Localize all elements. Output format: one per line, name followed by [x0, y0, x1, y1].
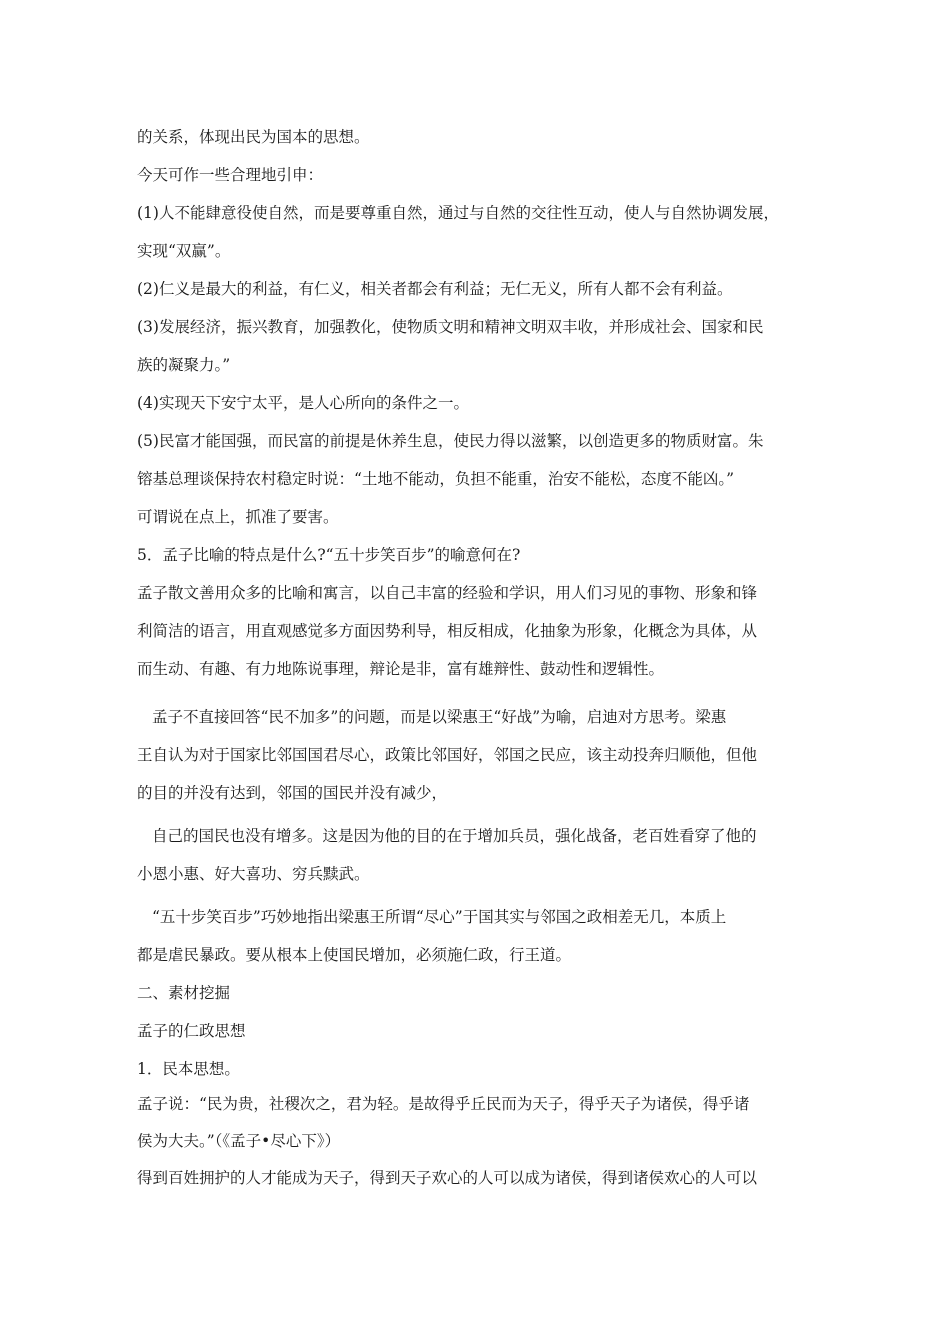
text-line: 今天可作一些合理地引申： — [137, 166, 324, 184]
question-heading: 5．孟子比喻的特点是什么?“五十步笑百步”的喻意何在? — [137, 546, 521, 564]
text-line: (4)实现天下安宁太平，是人心所向的条件之一。 — [137, 394, 469, 412]
text-line: 都是虐民暴政。要从根本上使国民增加，必须施仁政，行王道。 — [137, 946, 572, 964]
text-line: 实现“双赢”。 — [137, 242, 231, 260]
text-line: 族的凝聚力。” — [137, 356, 231, 374]
text-line: 王自认为对于国家比邻国国君尽心，政策比邻国好，邻国之民应，该主动投奔归顺他，但他 — [137, 746, 758, 764]
text-line: 侯为大夫。”（《孟子•尽心下》） — [137, 1132, 341, 1150]
text-line: 小恩小惠、好大喜功、穷兵黩武。 — [137, 865, 370, 883]
text-line: 得到百姓拥护的人才能成为天子，得到天子欢心的人可以成为诸侯，得到诸侯欢心的人可以 — [137, 1169, 758, 1187]
section-heading: 二、素材挖掘 — [137, 984, 231, 1002]
text-line: (5)民富才能国强，而民富的前提是休养生息，使民力得以滋繁，以创造更多的物质财富。朱 — [137, 432, 764, 450]
text-line: 自己的国民也没有增多。这是因为他的目的在于增加兵员，强化战备，老百姓看穿了他的 — [152, 827, 757, 845]
text-line: (3)发展经济，振兴教育，加强教化，使物质文明和精神文明双丰收，并形成社会、国家和民 — [137, 318, 764, 336]
text-line: 利简洁的语言，用直观感觉多方面因势利导，相反相成，化抽象为形象，化概念为具体，从 — [137, 622, 758, 640]
text-line: 孟子不直接回答“民不加多”的问题，而是以梁惠王“好战”为喻，启迪对方思考。梁惠 — [152, 708, 727, 726]
text-line: 可谓说在点上，抓准了要害。 — [137, 508, 339, 526]
text-line: (2)仁义是最大的利益，有仁义，相关者都会有利益；无仁无义，所有人都不会有利益。 — [137, 280, 733, 298]
item-heading: 1．民本思想。 — [137, 1060, 240, 1078]
text-line: 孟子散文善用众多的比喻和寓言，以自己丰富的经验和学识，用人们习见的事物、形象和锋 — [137, 584, 758, 602]
text-line: 的目的并没有达到，邻国的国民并没有减少， — [137, 784, 448, 802]
text-line: “五十步笑百步”巧妙地指出梁惠王所谓“尽心”于国其实与邻国之政相差无几，本质上 — [152, 908, 727, 926]
text-line: 镕基总理谈保持农村稳定时说：“土地不能动，负担不能重，治安不能松，态度不能凶。” — [137, 470, 735, 488]
text-line: 而生动、有趣、有力地陈说事理，辩论是非，富有雄辩性、鼓动性和逻辑性。 — [137, 660, 665, 678]
text-line: 的关系，体现出民为国本的思想。 — [137, 128, 370, 146]
subsection-heading: 孟子的仁政思想 — [137, 1022, 246, 1040]
text-line: 孟子说：“民为贵，社稷次之，君为轻。是故得乎丘民而为天子，得乎天子为诸侯，得乎诸 — [137, 1095, 750, 1113]
text-line: (1)人不能肆意役使自然，而是要尊重自然，通过与自然的交往性互动，使人与自然协调发展， — [137, 204, 779, 222]
